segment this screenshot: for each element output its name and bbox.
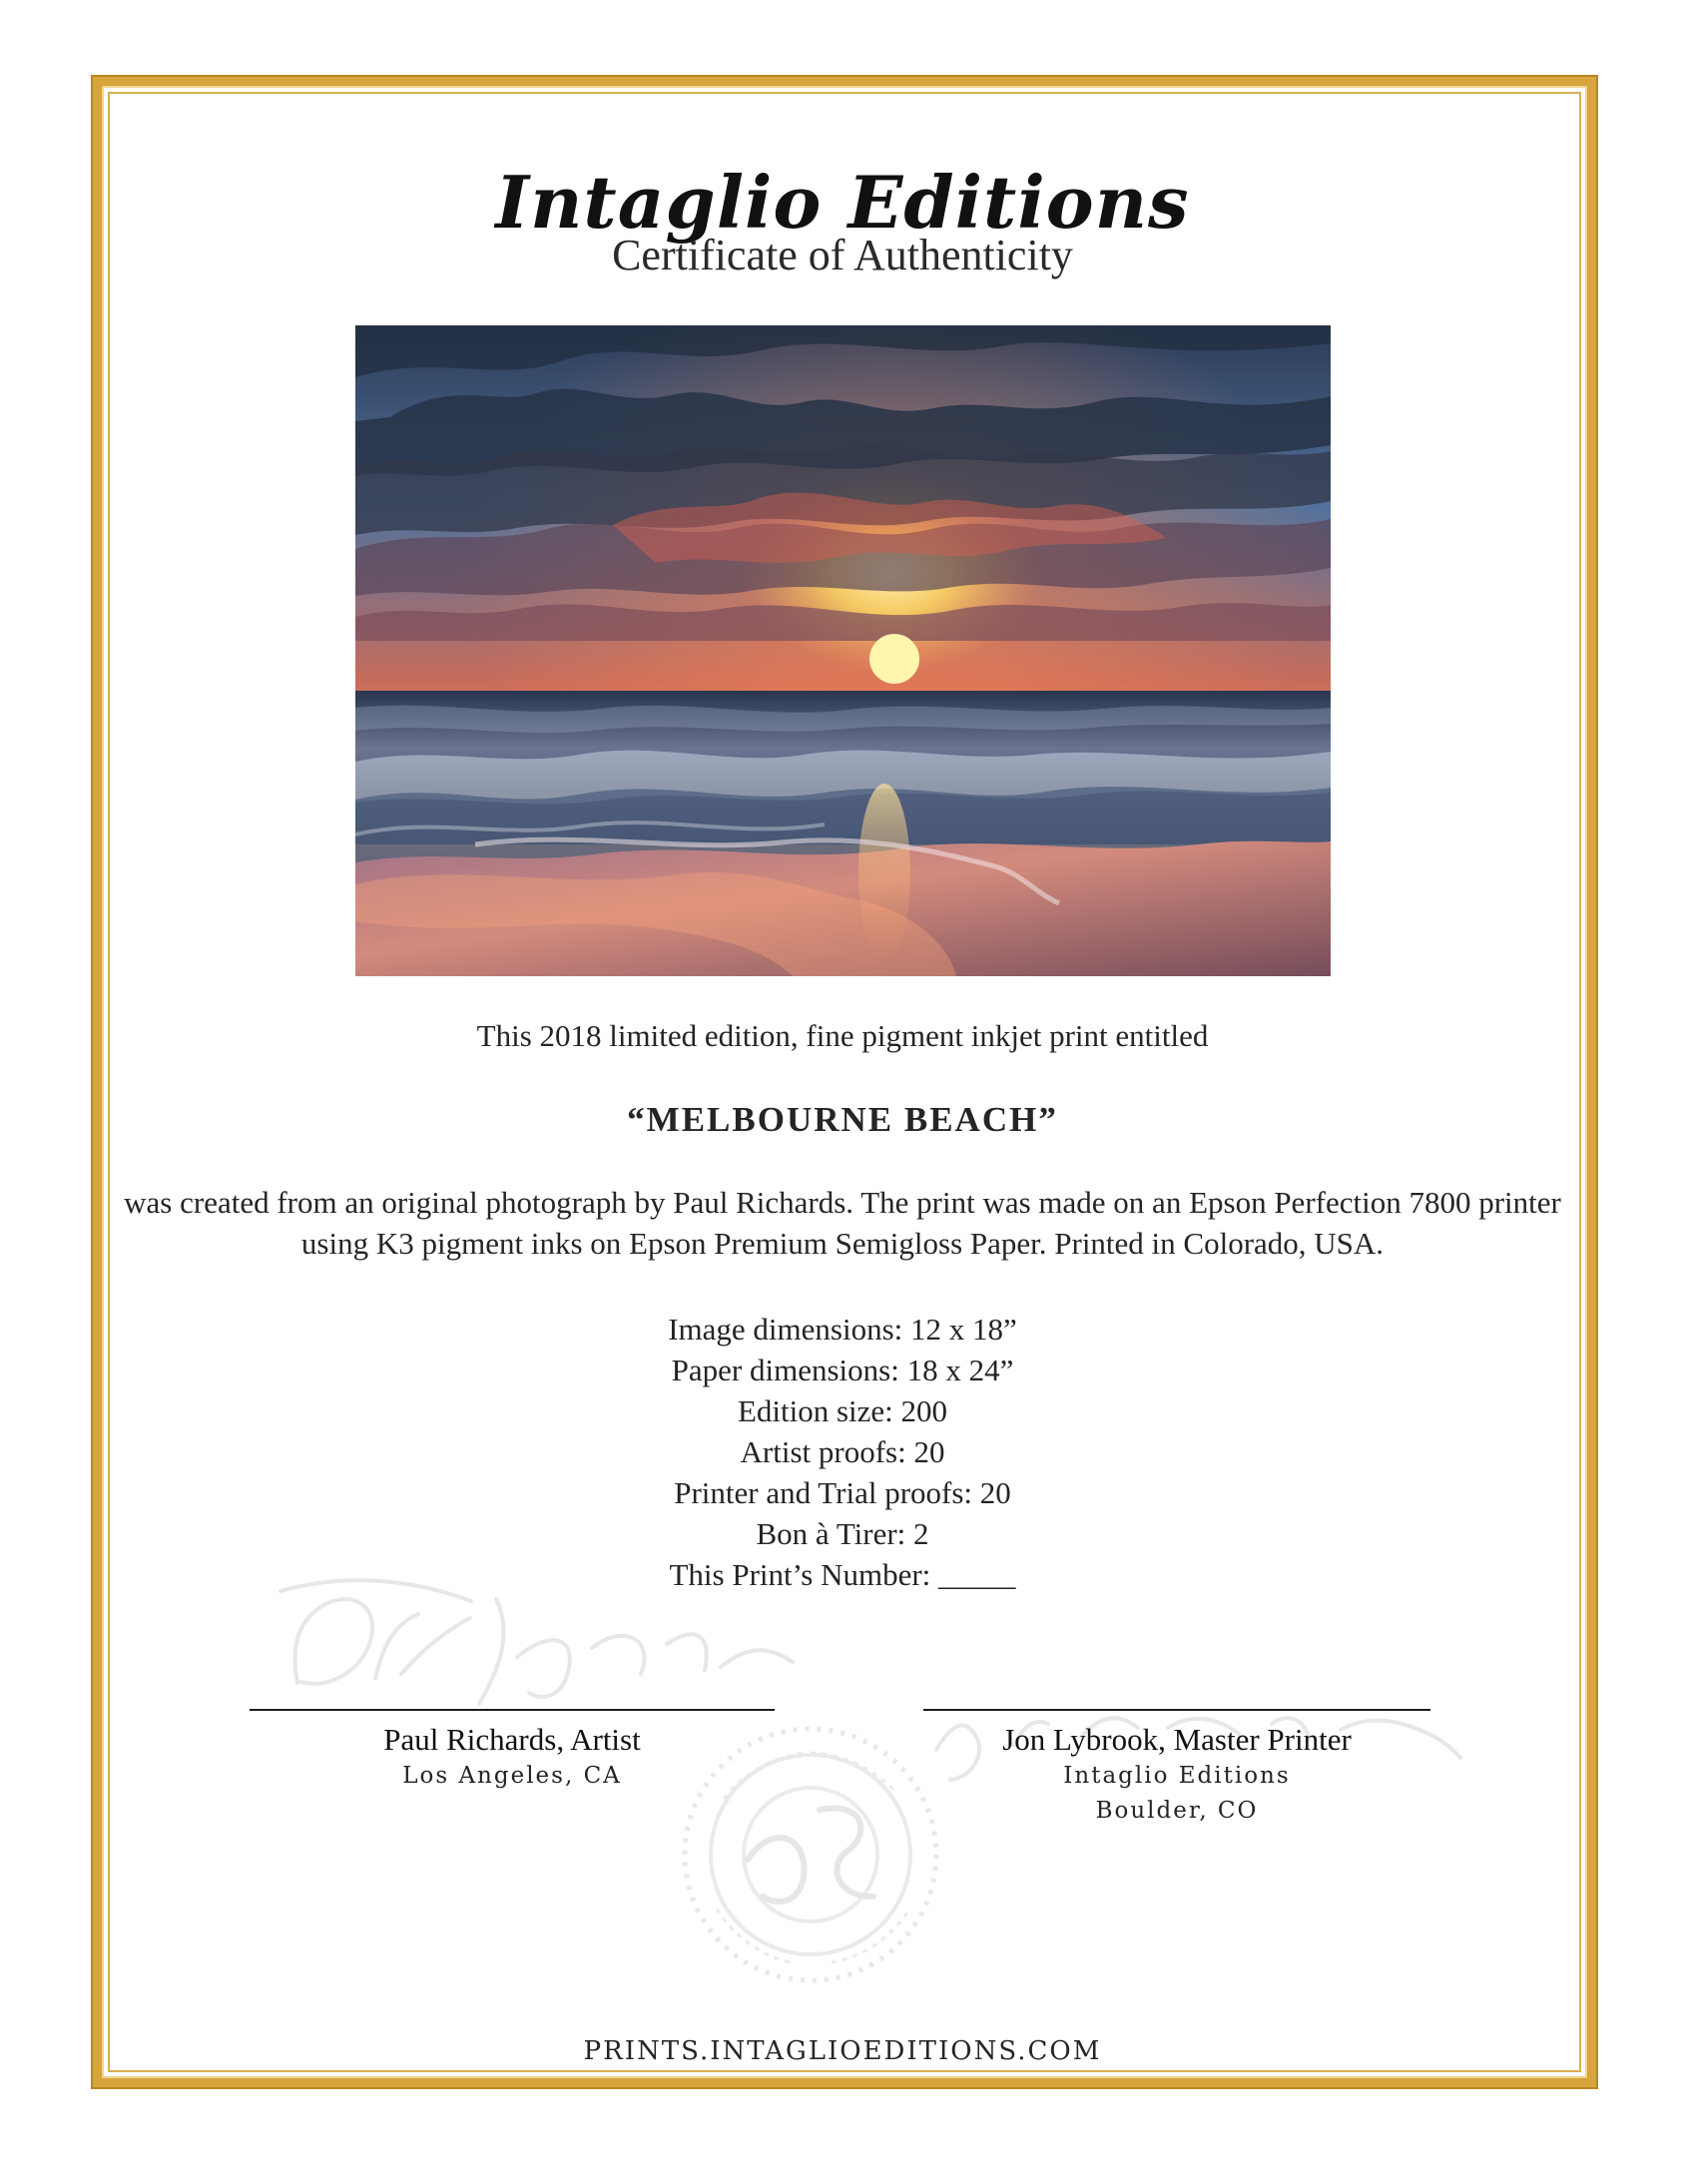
print-number: This Print’s Number: _____ [669,1557,1016,1592]
printer-location: Boulder, CO [1095,1798,1259,1824]
brand-title: Intaglio Editions [495,160,1190,246]
printer-company: Intaglio Editions [1063,1763,1291,1789]
artist-name: Paul Richards, Artist [383,1722,641,1757]
artist-signature-line [250,1709,775,1711]
sunset-beach-image [355,325,1331,976]
printer-signature-line [923,1709,1430,1711]
edition-size: Edition size: 200 [737,1393,948,1428]
printer-name: Jon Lybrook, Master Printer [1002,1722,1352,1757]
certificate-subtitle: Certificate of Authenticity [612,231,1073,279]
artist-proofs: Artist proofs: 20 [740,1434,945,1469]
artwork-description: was created from an original photograph by Paul Richards. The print was made on an Epson Perfection 7800 printer using K3 pigment inks on Epson Premium Semigloss Paper. Printed in Colorado, USA. [124,1185,1561,1262]
bon-a-tirer: Bon à Tirer: 2 [756,1516,929,1551]
printer-signature-block [923,1709,1430,1829]
artist-location: Los Angeles, CA [402,1763,622,1789]
edition-intro: This 2018 limited edition, fine pigment inkjet print entitled [476,1018,1209,1053]
website-url: PRINTS.INTAGLIOEDITIONS.COM [583,2036,1102,2066]
embossed-seal-icon [675,1719,946,1990]
image-dimensions: Image dimensions: 12 x 18” [668,1312,1017,1347]
edition-details [519,1309,1166,1595]
artwork-title: “MELBOURNE BEACH” [627,1100,1058,1139]
sunset-beach-artwork [355,325,1331,976]
paper-dimensions: Paper dimensions: 18 x 24” [671,1353,1014,1387]
printer-trial-proofs: Printer and Trial proofs: 20 [674,1475,1011,1510]
